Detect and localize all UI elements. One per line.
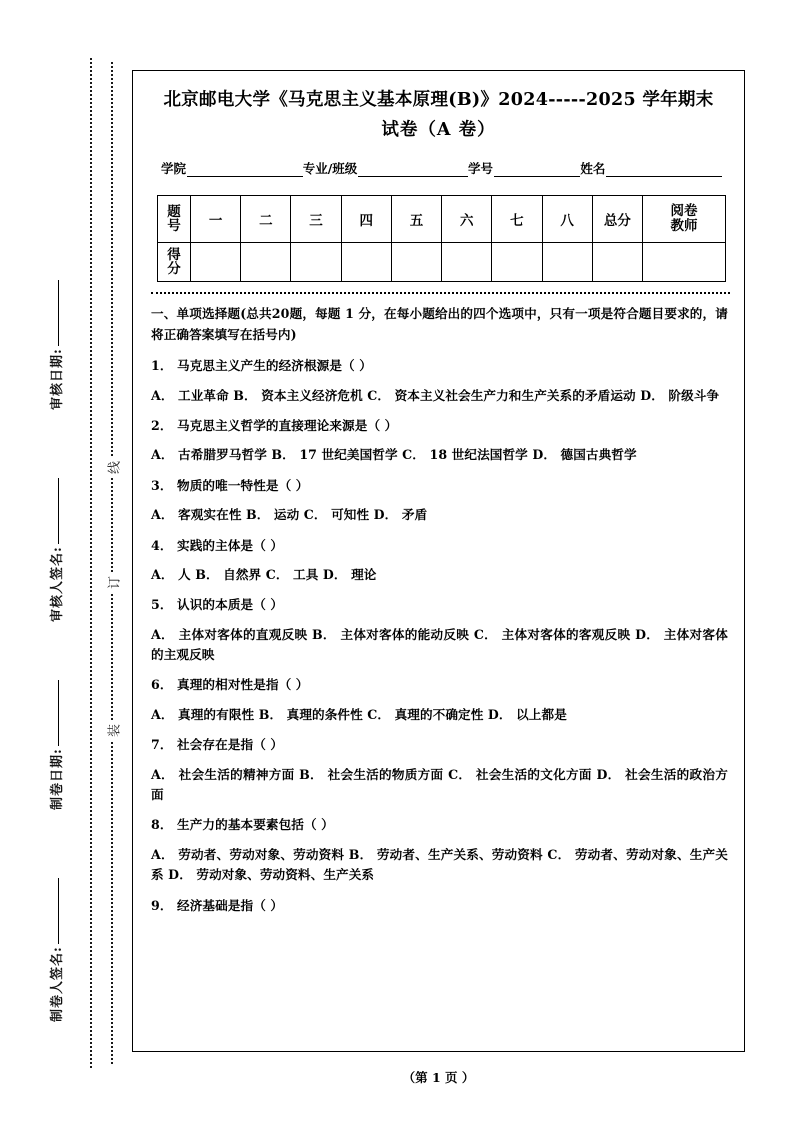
question-1-stem: 1． 马克思主义产生的经济根源是（ ） bbox=[151, 358, 372, 374]
score-col-header-6: 六 bbox=[442, 196, 492, 243]
margin-label-paper-date-text: 制卷日期: bbox=[50, 748, 65, 810]
question-6-stem: 6． 真理的相对性是指（ ） bbox=[151, 677, 309, 693]
question-5-stem: 5． 认识的本质是（ ） bbox=[151, 597, 284, 613]
question-7-options: A． 社会生活的精神方面 B． 社会生活的物质方面 C． 社会生活的文化方面 D． 社会生活的政治方面 bbox=[151, 766, 728, 803]
section-heading-single-choice: 一、单项选择题(总共20题，每题 1 分，在每小题给出的四个选项中，只有一项是符合题目要求的，请将正确答案填写在括号内) bbox=[151, 306, 728, 342]
question-2-options: A． 古希腊罗马哲学 B． 17 世纪美国哲学 C． 18 世纪法国哲学 D． 德国古典哲学 bbox=[151, 447, 637, 463]
question-7-stem: 7． 社会存在是指（ ） bbox=[151, 737, 284, 753]
margin-rule bbox=[58, 280, 59, 346]
question-3-stem: 3． 物质的唯一特性是（ ） bbox=[151, 477, 309, 493]
row-header-question-number: 题 号 bbox=[158, 196, 191, 243]
score-cell-grader[interactable] bbox=[643, 243, 726, 282]
row-header-score: 得 分 bbox=[158, 243, 191, 282]
margin-label-paper-date bbox=[46, 580, 65, 810]
score-col-header-3: 三 bbox=[291, 196, 341, 243]
exam-paper-frame bbox=[132, 70, 745, 1052]
binding-char-bind: 订 bbox=[101, 573, 126, 593]
score-cell-2[interactable] bbox=[241, 243, 291, 282]
question-9-stem: 9． 经济基础是指（ ） bbox=[151, 897, 284, 913]
score-col-header-total: 总分 bbox=[592, 196, 642, 243]
info-blank-name[interactable] bbox=[606, 163, 722, 177]
question-8-options: A． 劳动者、劳动对象、劳动资料 B． 劳动者、生产关系、劳动资料 C． 劳动者、劳动对象、生产关系 D． 劳动对象、劳动资料、生产关系 bbox=[151, 846, 728, 883]
margin-rule bbox=[58, 878, 59, 944]
score-col-header-5: 五 bbox=[391, 196, 441, 243]
question-8-stem: 8． 生产力的基本要素包括（ ） bbox=[151, 817, 334, 833]
score-col-header-grader: 阅卷 教师 bbox=[643, 196, 726, 243]
margin-label-maker-signature bbox=[46, 792, 65, 1022]
info-blank-student-id[interactable] bbox=[494, 163, 580, 177]
score-cell-8[interactable] bbox=[542, 243, 592, 282]
question-3-options: A． 客观实在性 B． 运动 C． 可知性 D． 矛盾 bbox=[151, 507, 428, 523]
page-footer: （第 1 页 ） bbox=[402, 1070, 475, 1085]
score-col-header-1: 一 bbox=[191, 196, 241, 243]
info-blank-college[interactable] bbox=[187, 163, 303, 177]
margin-dotted-line-outer bbox=[90, 58, 92, 1068]
score-cell-1[interactable] bbox=[191, 243, 241, 282]
student-info-row bbox=[161, 159, 722, 177]
margin-label-review-date-text: 审核日期: bbox=[50, 348, 65, 410]
score-cell-7[interactable] bbox=[492, 243, 542, 282]
question-5-options: A． 主体对客体的直观反映 B． 主体对客体的能动反映 C． 主体对客体的客观反映 D． 主体对客体的主观反映 bbox=[151, 626, 728, 663]
info-label-major-class: 专业/班级 bbox=[302, 161, 358, 177]
score-col-header-8: 八 bbox=[542, 196, 592, 243]
question-1-options: A． 工业革命 B． 资本主义经济危机 C． 资本主义社会生产力和生产关系的矛盾运动 D． 阶级斗争 bbox=[151, 387, 720, 403]
info-label-student-id: 学号 bbox=[468, 161, 494, 177]
info-label-name: 姓名 bbox=[580, 161, 606, 177]
margin-label-review-date bbox=[46, 180, 65, 410]
score-cell-total[interactable] bbox=[592, 243, 642, 282]
info-blank-major-class[interactable] bbox=[358, 163, 468, 177]
page-title: 北京邮电大学《马克思主义基本原理(B)》2024-----2025 学年期末 bbox=[163, 90, 714, 110]
margin-rule bbox=[58, 680, 59, 746]
table-row-question-number bbox=[158, 196, 726, 243]
question-4-options: A． 人 B． 自然界 C． 工具 D． 理论 bbox=[151, 566, 377, 582]
margin-rule bbox=[58, 478, 59, 544]
score-cell-4[interactable] bbox=[341, 243, 391, 282]
left-margin-annotations bbox=[0, 0, 123, 1122]
score-cell-3[interactable] bbox=[291, 243, 341, 282]
score-col-header-7: 七 bbox=[492, 196, 542, 243]
question-6-options: A． 真理的有限性 B． 真理的条件性 C． 真理的不确定性 D． 以上都是 bbox=[151, 706, 567, 722]
question-4-stem: 4． 实践的主体是（ ） bbox=[151, 537, 284, 553]
score-table bbox=[157, 195, 726, 282]
page-subtitle: 试卷（A 卷） bbox=[381, 120, 496, 141]
question-2-stem: 2． 马克思主义哲学的直接理论来源是（ ） bbox=[151, 417, 398, 433]
table-row-score bbox=[158, 243, 726, 282]
score-cell-5[interactable] bbox=[391, 243, 441, 282]
score-table-wrapper bbox=[157, 195, 726, 282]
score-col-header-4: 四 bbox=[341, 196, 391, 243]
score-cell-6[interactable] bbox=[442, 243, 492, 282]
margin-dotted-line-inner bbox=[111, 62, 113, 1064]
margin-label-reviewer-signature-text: 审核人签名: bbox=[50, 546, 65, 622]
info-label-college: 学院 bbox=[161, 161, 187, 177]
question-body bbox=[133, 294, 744, 916]
score-col-header-2: 二 bbox=[241, 196, 291, 243]
title-block bbox=[133, 71, 744, 147]
margin-label-maker-signature-text: 制卷人签名: bbox=[50, 946, 65, 1022]
binding-char-assemble: 装 bbox=[101, 721, 126, 741]
binding-char-line: 线 bbox=[101, 458, 126, 478]
